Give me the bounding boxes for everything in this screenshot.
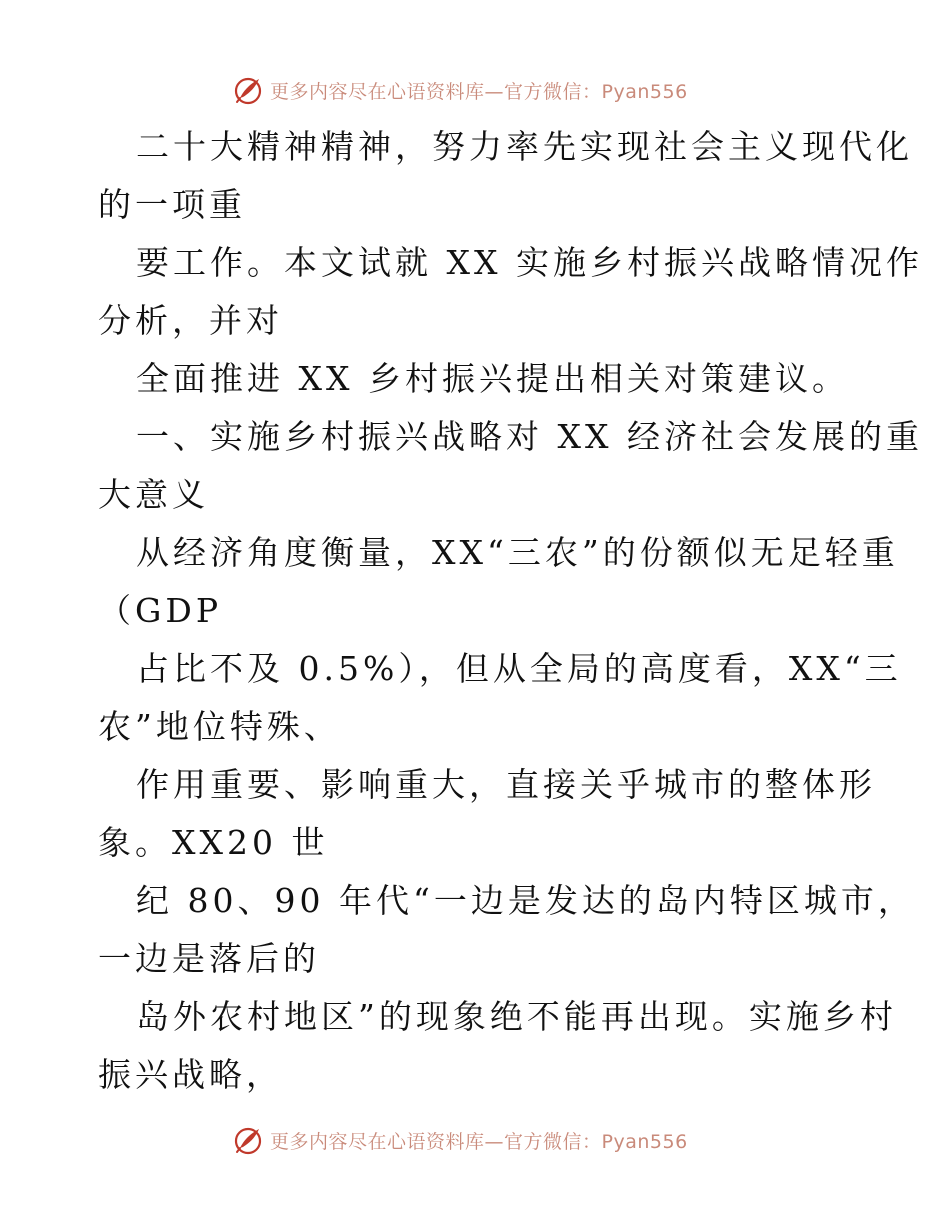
text-line: 岛外农村地区”的现象绝不能再出现。实施乡村 [136,997,897,1036]
watermark-text: 更多内容尽在心语资料库—官方微信：Pyan556 [270,80,688,103]
text-line: 全面推进 XX 乡村振兴提出相关对策建议。 [136,359,849,398]
text-line: 纪 80、90 年代“一边是发达的岛内特区城市， [136,881,915,920]
text-line: 从经济角度衡量，XX“三农”的份额似无足轻重 [136,533,899,572]
text-line: 农”地位特殊、 [98,707,341,746]
footer-watermark [232,1122,688,1158]
quill-logo-icon [232,1124,264,1156]
section-heading: 一、实施乡村振兴战略对 XX 经济社会发展的重 [136,417,923,456]
text-line: 一边是落后的 [98,939,320,978]
document-body [98,118,923,1104]
text-line: （GDP [98,591,223,630]
header-watermark [232,72,688,108]
text-line: 的一项重 [98,185,246,224]
watermark-text: 更多内容尽在心语资料库—官方微信：Pyan556 [270,1130,688,1153]
text-line: 作用重要、影响重大，直接关乎城市的整体形 [136,765,876,804]
text-line: 振兴战略， [98,1055,283,1094]
section-heading-continued: 大意义 [98,475,209,514]
text-line: 象。XX20 世 [98,823,329,862]
text-line: 要工作。本文试就 XX 实施乡村振兴战略情况作 [136,243,923,282]
text-line: 分析，并对 [98,301,283,340]
text-line: 占比不及 0.5%），但从全局的高度看，XX“三 [136,649,902,688]
quill-logo-icon [232,74,264,106]
text-line: 二十大精神精神，努力率先实现社会主义现代化 [136,127,913,166]
